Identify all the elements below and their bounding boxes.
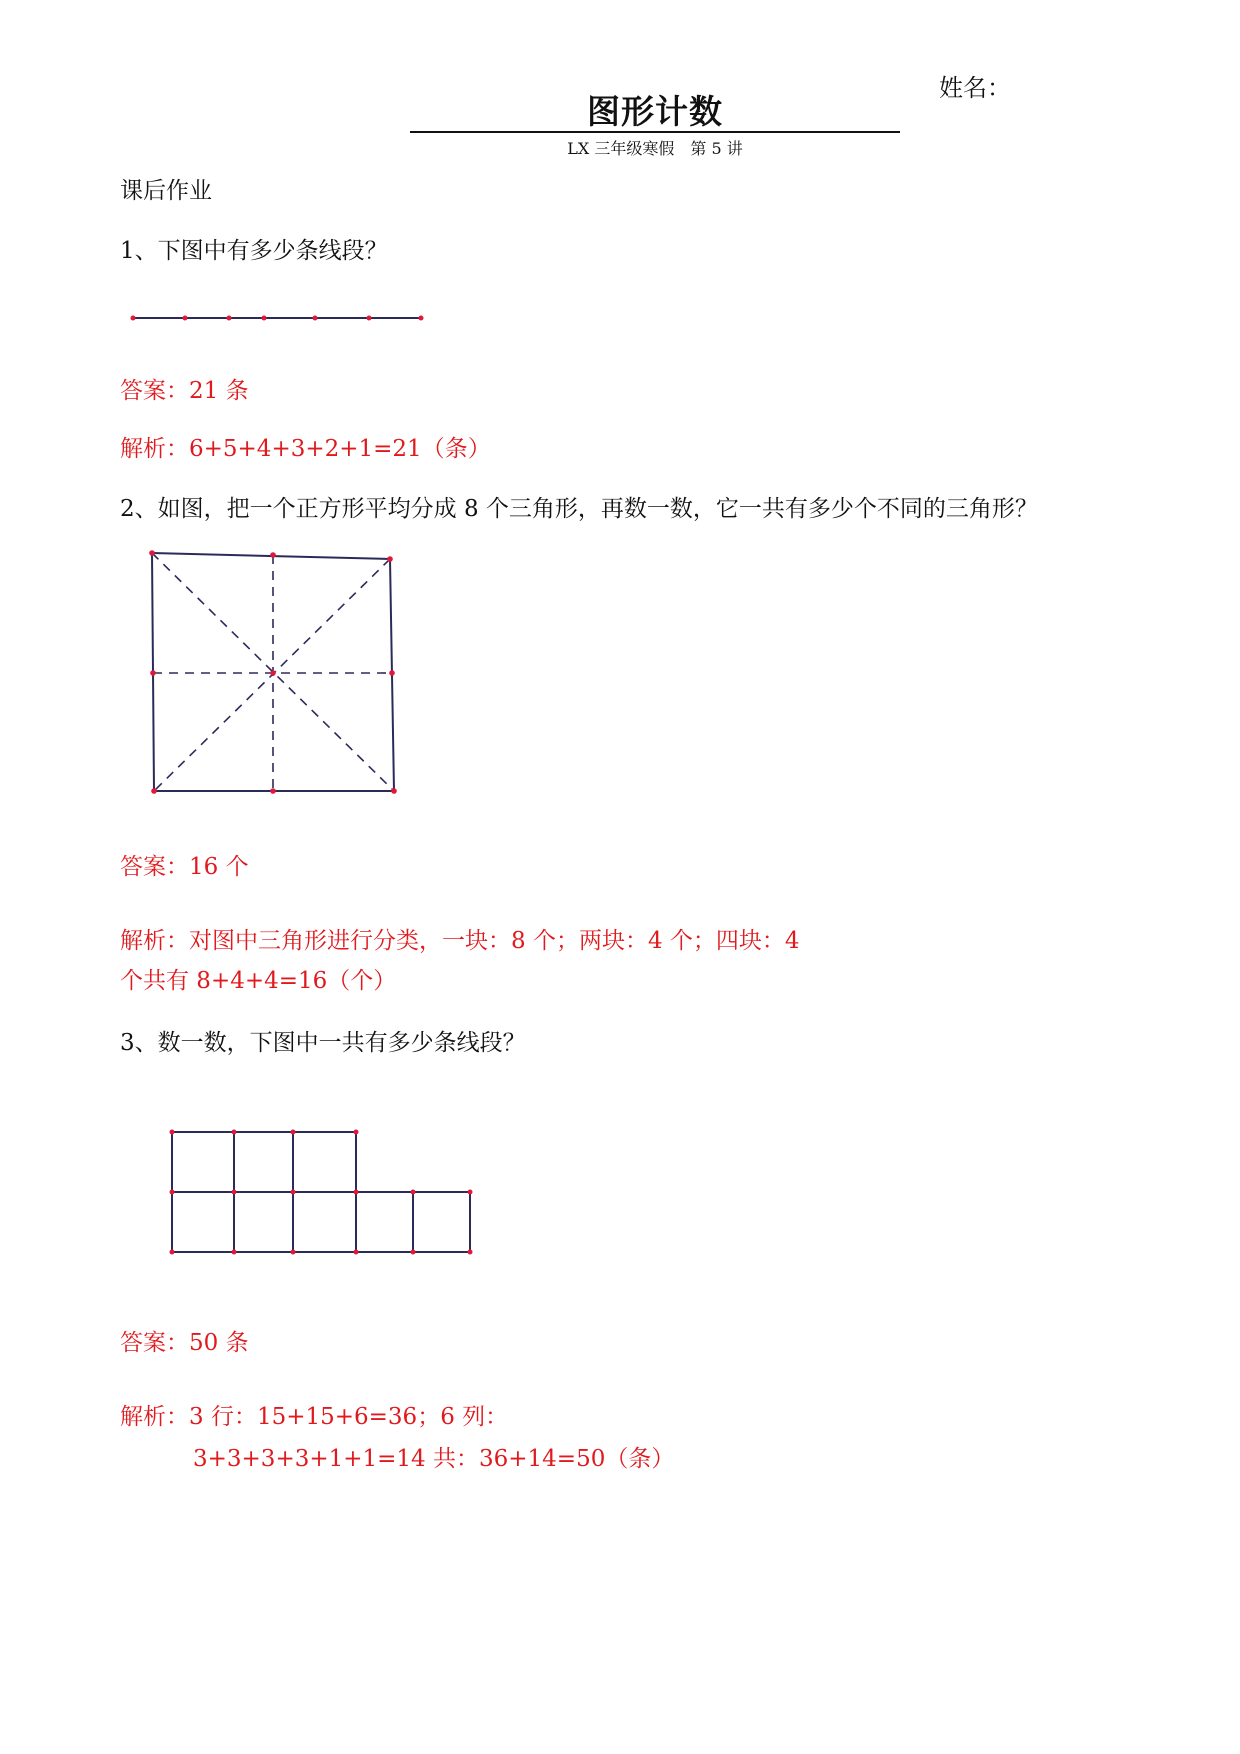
question-3-text: 3、数一数，下图中一共有多少条线段？ <box>120 1030 526 1056</box>
section-title: 课后作业 <box>120 178 212 204</box>
question-2-analysis-line-1: 解析：对图中三角形进行分类，一块：8 个；两块：4 个；四块：4 <box>120 928 800 954</box>
question-3-figure <box>160 1120 480 1260</box>
question-2-analysis-line-2: 个共有 8+4+4=16（个） <box>120 968 397 994</box>
question-3-analysis-line-2: 3+3+3+3+1+1=14 共：36+14=50（条） <box>193 1446 675 1472</box>
page-subtitle: LX 三年级寒假 第 5 讲 <box>567 139 743 158</box>
question-3-analysis-line-1: 解析：3 行：15+15+6=36；6 列： <box>120 1404 509 1430</box>
title-underline <box>410 131 900 133</box>
question-1-analysis: 解析：6+5+4+3+2+1=21（条） <box>120 436 491 462</box>
question-3-answer: 答案：50 条 <box>120 1330 249 1356</box>
question-2-text: 2、如图，把一个正方形平均分成 8 个三角形，再数一数，它一共有多少个不同的三角形？ <box>120 496 1038 522</box>
question-1-text: 1、下图中有多少条线段？ <box>120 238 388 264</box>
grid-lines <box>172 1132 470 1252</box>
question-2-answer: 答案：16 个 <box>120 854 249 880</box>
name-label: 姓名： <box>939 74 1011 102</box>
question-2-figure <box>140 545 410 805</box>
question-1-figure <box>125 306 435 330</box>
page-title: 图形计数 <box>587 92 723 131</box>
question-1-answer: 答案：21 条 <box>120 378 249 404</box>
